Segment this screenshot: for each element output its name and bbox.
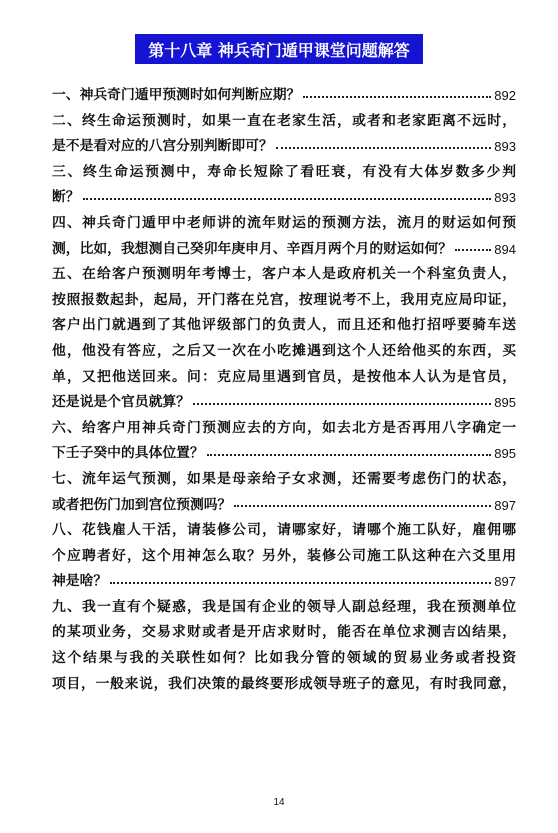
toc-entry-last-line <box>52 569 516 595</box>
toc-entry-last-line <box>52 134 516 160</box>
toc-entry[interactable] <box>52 211 516 262</box>
page-number: 14 <box>273 797 285 808</box>
toc-entry-last-line <box>52 441 516 467</box>
toc-entry-line: 按照报数起卦，起局，开门落在兑宫，按理说考不上，我用克应局印证， <box>52 291 516 308</box>
toc-entry-text: 下壬子癸中的具体位置？ <box>52 445 204 462</box>
toc-entry-line: 七、流年运气预测，如果是母亲给子女求测，还需要考虑伤门的状态， <box>52 470 516 487</box>
toc-entry-line: 八、花钱雇人干活，请装修公司，请哪家好，请哪个施工队好，雇佣哪 <box>52 522 516 539</box>
toc-entry-last-line <box>52 185 516 211</box>
toc-entry-last-line <box>52 390 516 416</box>
dot-leader <box>234 505 491 507</box>
dot-leader <box>193 403 491 405</box>
toc-entry-text: 神是啥？ <box>52 573 108 590</box>
toc-page-number: 893 <box>494 190 516 206</box>
toc-entry[interactable] <box>52 160 516 211</box>
toc-entry-line: 这个结果与我的关联性如何？比如我分管的领域的贸易业务或者投资 <box>52 650 516 667</box>
toc-entry-line: 三、终生命运预测中，寿命长短除了看旺衰，有没有大体岁数多少判 <box>52 163 516 180</box>
toc-entry-text: 还是说是个官员就算？ <box>52 394 190 411</box>
dot-leader <box>83 198 492 200</box>
dot-leader <box>207 454 492 456</box>
toc-entry-last-line <box>52 237 516 263</box>
toc-entry-line: 他，他没有答应，之后又一次在小吃摊遇到这个人还给他买的东西，买 <box>52 342 516 359</box>
toc-entry-last-line <box>52 83 516 109</box>
dot-leader <box>276 147 492 149</box>
toc-page-number: 897 <box>494 574 516 590</box>
toc-entry-line: 客户出门就遇到了其他评级部门的负责人，而且还和他打招呼要骑车送 <box>52 317 516 334</box>
dot-leader <box>303 96 491 98</box>
toc-entry-text: 测，比如，我想测自己癸卯年庚申月、辛酉月两个月的财运如何？ <box>52 240 453 257</box>
toc-entry-line: 六、给客户用神兵奇门预测应去的方向，如去北方是否再用八字确定一 <box>52 419 516 436</box>
toc-entry-line: 二、终生命运预测时，如果一直在老家生活，或者和老家距离不远时， <box>52 112 516 129</box>
toc-entry-text: 断？ <box>52 189 80 206</box>
toc-entry[interactable] <box>52 83 516 109</box>
toc-entry-text: 或者把伤门加到宫位预测吗？ <box>52 496 232 513</box>
dot-leader <box>455 249 491 251</box>
toc-page-number: 893 <box>494 139 516 155</box>
toc-entry-line: 个应聘者好，这个用神怎么取？另外，装修公司施工队这种在六爻里用 <box>52 547 516 564</box>
toc-entry-line: 九、我一直有个疑惑，我是国有企业的领导人副总经理，我在预测单位 <box>52 598 516 615</box>
table-of-contents <box>52 83 516 697</box>
toc-entry-line: 五、在给客户预测明年考博士，客户本人是政府机关一个科室负责人， <box>52 266 516 283</box>
toc-page-number: 894 <box>494 241 516 257</box>
toc-entry[interactable] <box>52 416 516 467</box>
toc-page-number: 895 <box>494 395 516 411</box>
toc-page-number: 897 <box>494 497 516 513</box>
toc-entry-text: 是不是看对应的八宫分别判断即可？ <box>52 138 273 155</box>
toc-entry-last-line <box>52 493 516 519</box>
toc-entry-text: 一、神兵奇门遁甲预测时如何判断应期？ <box>52 87 301 103</box>
toc-entry-line: 四、神兵奇门遁甲中老师讲的流年财运的预测方法，流月的财运如何预 <box>52 214 516 231</box>
toc-entry[interactable] <box>52 262 516 416</box>
dot-leader <box>110 582 491 584</box>
toc-page-number: 892 <box>494 88 516 103</box>
toc-entry[interactable] <box>52 109 516 160</box>
toc-entry-line: 的某项业务，交易求财或者是开店求财时，能否在单位求测吉凶结果， <box>52 624 516 641</box>
toc-entry-line: 单，又把他送回来。问：克应局里遇到官员，是按他本人认为是官员， <box>52 368 516 385</box>
chapter-title: 第十八章 神兵奇门遁甲课堂问题解答 <box>135 34 423 64</box>
toc-entry[interactable] <box>52 518 516 595</box>
toc-page-number: 895 <box>494 446 516 462</box>
toc-entry-line: 项目，一般来说，我们决策的最终要形成领导班子的意见，有时我同意， <box>52 675 516 692</box>
toc-entry[interactable] <box>52 595 516 697</box>
toc-entry[interactable] <box>52 467 516 518</box>
